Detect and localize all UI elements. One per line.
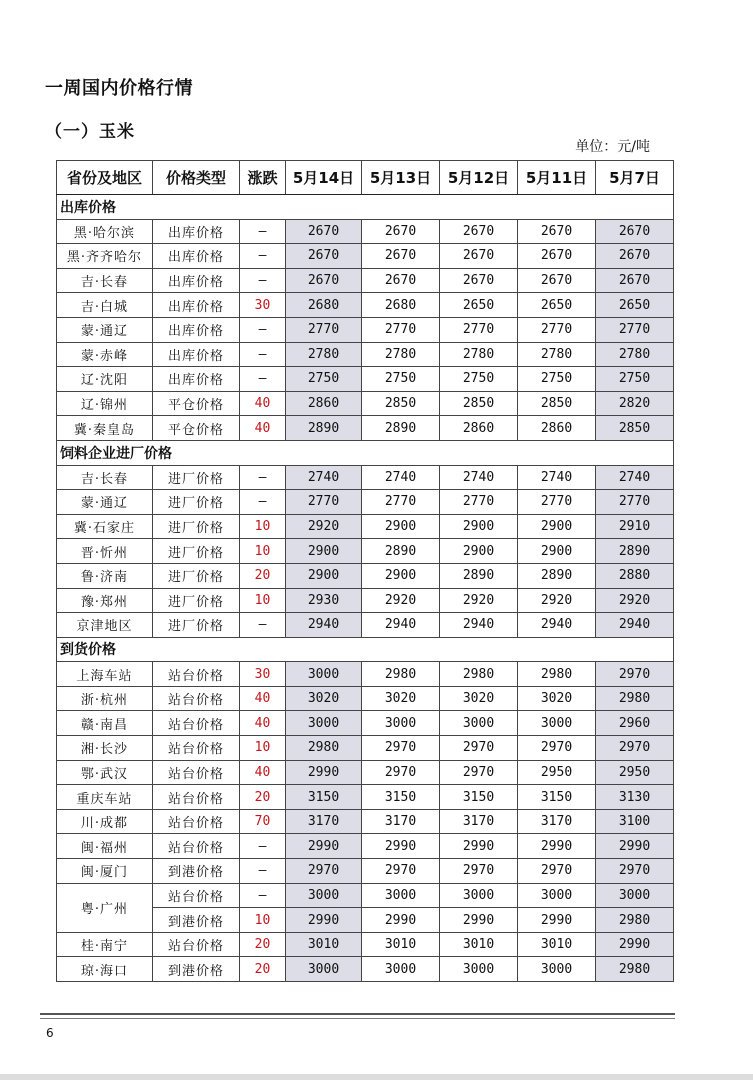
region-cell: 琼·海口 — [57, 957, 153, 982]
price-type-cell: 到港价格 — [153, 859, 240, 884]
section-title: 饲料企业进厂价格 — [57, 440, 674, 465]
change-cell: – — [240, 244, 286, 269]
region-cell: 辽·沈阳 — [57, 367, 153, 392]
change-cell: 20 — [240, 957, 286, 982]
price-cell: 2670 — [286, 268, 362, 293]
price-cell: 2680 — [286, 293, 362, 318]
price-cell: 2970 — [596, 736, 674, 761]
price-cell: 2970 — [518, 736, 596, 761]
price-cell: 2890 — [518, 563, 596, 588]
price-cell: 2670 — [518, 219, 596, 244]
price-cell: 2960 — [596, 711, 674, 736]
price-cell: 2770 — [440, 317, 518, 342]
price-cell: 2850 — [518, 391, 596, 416]
section-row — [57, 440, 674, 465]
region-cell: 桂·南宁 — [57, 932, 153, 957]
price-type-cell: 出库价格 — [153, 342, 240, 367]
price-cell: 2980 — [596, 686, 674, 711]
change-cell: 40 — [240, 760, 286, 785]
price-cell: 2940 — [286, 613, 362, 638]
price-cell: 2990 — [440, 908, 518, 933]
table-row — [57, 834, 674, 859]
bottom-edge — [0, 1074, 753, 1080]
region-cell: 重庆车站 — [57, 785, 153, 810]
table-row — [57, 514, 674, 539]
price-cell: 2920 — [286, 514, 362, 539]
table-row — [57, 416, 674, 441]
price-cell: 3000 — [362, 957, 440, 982]
change-cell: – — [240, 490, 286, 515]
region-cell: 浙·杭州 — [57, 686, 153, 711]
price-cell: 2900 — [362, 514, 440, 539]
price-cell: 2770 — [286, 317, 362, 342]
change-cell: – — [240, 367, 286, 392]
price-cell: 2670 — [362, 244, 440, 269]
price-cell: 2970 — [286, 859, 362, 884]
region-cell: 上海车站 — [57, 662, 153, 687]
change-cell: 40 — [240, 711, 286, 736]
change-cell: 20 — [240, 785, 286, 810]
region-cell: 吉·长春 — [57, 268, 153, 293]
price-type-cell: 站台价格 — [153, 834, 240, 859]
price-cell: 2990 — [440, 834, 518, 859]
price-cell: 3170 — [440, 809, 518, 834]
price-type-cell: 站台价格 — [153, 662, 240, 687]
price-cell: 2880 — [596, 563, 674, 588]
region-cell: 豫·郑州 — [57, 588, 153, 613]
price-cell: 2650 — [440, 293, 518, 318]
price-type-cell: 站台价格 — [153, 883, 240, 908]
price-cell: 2890 — [596, 539, 674, 564]
price-cell: 2670 — [440, 268, 518, 293]
price-cell: 2850 — [596, 416, 674, 441]
table-row — [57, 760, 674, 785]
change-cell: – — [240, 268, 286, 293]
change-cell: 10 — [240, 539, 286, 564]
price-type-cell: 站台价格 — [153, 932, 240, 957]
price-cell: 3170 — [286, 809, 362, 834]
page-number: 6 — [46, 1026, 54, 1040]
price-cell: 3100 — [596, 809, 674, 834]
price-type-cell: 出库价格 — [153, 293, 240, 318]
table-row — [57, 932, 674, 957]
table-row — [57, 367, 674, 392]
price-cell: 2900 — [286, 563, 362, 588]
price-cell: 2770 — [518, 317, 596, 342]
region-cell: 闽·厦门 — [57, 859, 153, 884]
price-table — [56, 160, 674, 982]
price-type-cell: 出库价格 — [153, 367, 240, 392]
price-cell: 3000 — [362, 711, 440, 736]
region-cell: 吉·白城 — [57, 293, 153, 318]
price-cell: 2860 — [440, 416, 518, 441]
change-cell: – — [240, 859, 286, 884]
price-cell: 3150 — [362, 785, 440, 810]
change-cell: – — [240, 613, 286, 638]
price-cell: 2670 — [362, 219, 440, 244]
price-type-cell: 出库价格 — [153, 244, 240, 269]
price-cell: 2670 — [518, 244, 596, 269]
price-type-cell: 进厂价格 — [153, 613, 240, 638]
price-cell: 2770 — [362, 317, 440, 342]
price-type-cell: 站台价格 — [153, 686, 240, 711]
column-header: 涨跌 — [240, 161, 286, 195]
unit-label: 单位：元/吨 — [575, 139, 650, 155]
change-cell: – — [240, 317, 286, 342]
price-cell: 2970 — [362, 736, 440, 761]
table-row — [57, 711, 674, 736]
price-cell: 2940 — [596, 613, 674, 638]
change-cell: – — [240, 465, 286, 490]
price-cell: 3000 — [286, 711, 362, 736]
change-cell: 10 — [240, 908, 286, 933]
change-cell: 10 — [240, 736, 286, 761]
column-header: 5月7日 — [596, 161, 674, 195]
table-row — [57, 317, 674, 342]
price-cell: 2980 — [286, 736, 362, 761]
column-header: 5月12日 — [440, 161, 518, 195]
region-cell: 鄂·武汉 — [57, 760, 153, 785]
change-cell: 40 — [240, 391, 286, 416]
change-cell: 70 — [240, 809, 286, 834]
section-title: 到货价格 — [57, 637, 674, 662]
column-header: 价格类型 — [153, 161, 240, 195]
price-cell: 2940 — [440, 613, 518, 638]
price-cell: 2970 — [440, 859, 518, 884]
price-cell: 3130 — [596, 785, 674, 810]
price-cell: 2980 — [518, 662, 596, 687]
price-cell: 2770 — [596, 317, 674, 342]
price-cell: 3000 — [362, 883, 440, 908]
price-cell: 2990 — [518, 908, 596, 933]
price-cell: 2990 — [286, 908, 362, 933]
price-cell: 2900 — [518, 514, 596, 539]
price-cell: 2890 — [362, 539, 440, 564]
table-row — [57, 219, 674, 244]
price-cell: 2940 — [518, 613, 596, 638]
change-cell: 40 — [240, 686, 286, 711]
price-cell: 2980 — [362, 662, 440, 687]
price-cell: 2740 — [596, 465, 674, 490]
price-cell: 2900 — [362, 563, 440, 588]
price-cell: 3000 — [440, 711, 518, 736]
change-cell: – — [240, 883, 286, 908]
table-row — [57, 293, 674, 318]
column-header: 5月14日 — [286, 161, 362, 195]
region-cell: 鲁·济南 — [57, 563, 153, 588]
region-cell: 闽·福州 — [57, 834, 153, 859]
price-cell: 2910 — [596, 514, 674, 539]
price-cell: 2740 — [286, 465, 362, 490]
price-cell: 2780 — [440, 342, 518, 367]
region-cell: 冀·秦皇岛 — [57, 416, 153, 441]
price-cell: 2670 — [596, 268, 674, 293]
price-type-cell: 到港价格 — [153, 908, 240, 933]
price-cell: 3000 — [286, 662, 362, 687]
price-cell: 3000 — [440, 883, 518, 908]
page-heading: 一周国内价格行情 — [45, 78, 193, 99]
table-row — [57, 588, 674, 613]
price-type-cell: 站台价格 — [153, 711, 240, 736]
price-cell: 2940 — [362, 613, 440, 638]
price-cell: 2900 — [286, 539, 362, 564]
price-type-cell: 出库价格 — [153, 268, 240, 293]
region-cell: 蒙·赤峰 — [57, 342, 153, 367]
price-cell: 2780 — [286, 342, 362, 367]
price-type-cell: 站台价格 — [153, 785, 240, 810]
table-body — [57, 195, 674, 982]
price-cell: 2980 — [596, 957, 674, 982]
price-type-cell: 站台价格 — [153, 809, 240, 834]
price-cell: 2950 — [596, 760, 674, 785]
price-cell: 2990 — [362, 908, 440, 933]
price-cell: 3010 — [286, 932, 362, 957]
price-type-cell: 进厂价格 — [153, 490, 240, 515]
price-cell: 3010 — [440, 932, 518, 957]
price-cell: 2970 — [440, 760, 518, 785]
price-cell: 3000 — [286, 957, 362, 982]
region-cell: 粤·广州 — [57, 883, 153, 932]
price-cell: 2770 — [440, 490, 518, 515]
price-cell: 2860 — [286, 391, 362, 416]
section-row — [57, 195, 674, 220]
price-type-cell: 进厂价格 — [153, 539, 240, 564]
price-cell: 3000 — [286, 883, 362, 908]
price-cell: 2990 — [518, 834, 596, 859]
price-type-cell: 出库价格 — [153, 317, 240, 342]
table-row — [57, 465, 674, 490]
price-type-cell: 出库价格 — [153, 219, 240, 244]
column-header: 5月13日 — [362, 161, 440, 195]
price-cell: 3020 — [286, 686, 362, 711]
price-type-cell: 进厂价格 — [153, 563, 240, 588]
price-type-cell: 进厂价格 — [153, 514, 240, 539]
region-cell: 蒙·通辽 — [57, 317, 153, 342]
price-cell: 2650 — [596, 293, 674, 318]
price-cell: 2750 — [362, 367, 440, 392]
price-cell: 2650 — [518, 293, 596, 318]
price-cell: 2980 — [596, 908, 674, 933]
price-cell: 2820 — [596, 391, 674, 416]
price-cell: 2920 — [440, 588, 518, 613]
price-cell: 2890 — [286, 416, 362, 441]
price-type-cell: 进厂价格 — [153, 588, 240, 613]
price-type-cell: 进厂价格 — [153, 465, 240, 490]
price-cell: 2780 — [596, 342, 674, 367]
section-title: 出库价格 — [57, 195, 674, 220]
table-row — [57, 613, 674, 638]
price-cell: 3020 — [518, 686, 596, 711]
price-cell: 2990 — [596, 834, 674, 859]
price-cell: 3150 — [518, 785, 596, 810]
change-cell: 10 — [240, 514, 286, 539]
table-row — [57, 539, 674, 564]
table-row — [57, 883, 674, 908]
price-cell: 2740 — [440, 465, 518, 490]
table-row — [57, 662, 674, 687]
price-cell: 2770 — [596, 490, 674, 515]
price-cell: 2970 — [518, 859, 596, 884]
price-cell: 3150 — [440, 785, 518, 810]
change-cell: – — [240, 834, 286, 859]
price-cell: 2860 — [518, 416, 596, 441]
price-cell: 2970 — [596, 859, 674, 884]
price-type-cell: 平仓价格 — [153, 416, 240, 441]
price-cell: 2670 — [440, 244, 518, 269]
column-header: 省份及地区 — [57, 161, 153, 195]
price-cell: 2670 — [518, 268, 596, 293]
price-cell: 2970 — [440, 736, 518, 761]
price-type-cell: 站台价格 — [153, 736, 240, 761]
price-cell: 3150 — [286, 785, 362, 810]
change-cell: – — [240, 219, 286, 244]
price-cell: 2850 — [440, 391, 518, 416]
price-cell: 2920 — [362, 588, 440, 613]
table-row — [57, 686, 674, 711]
footer-divider — [40, 1018, 675, 1019]
table-row — [57, 859, 674, 884]
price-cell: 3170 — [362, 809, 440, 834]
region-cell: 川·成都 — [57, 809, 153, 834]
price-cell: 3020 — [362, 686, 440, 711]
price-cell: 2680 — [362, 293, 440, 318]
table-row — [57, 342, 674, 367]
price-cell: 2670 — [286, 244, 362, 269]
price-cell: 3000 — [518, 711, 596, 736]
price-cell: 2990 — [362, 834, 440, 859]
table-row — [57, 785, 674, 810]
section-subheading: （一）玉米 — [45, 122, 135, 142]
region-cell: 冀·石家庄 — [57, 514, 153, 539]
price-cell: 2900 — [440, 514, 518, 539]
region-cell: 吉·长春 — [57, 465, 153, 490]
price-cell: 2970 — [362, 760, 440, 785]
price-cell: 2970 — [596, 662, 674, 687]
table-row — [57, 563, 674, 588]
price-cell: 2770 — [362, 490, 440, 515]
price-cell: 2780 — [362, 342, 440, 367]
region-cell: 黑·哈尔滨 — [57, 219, 153, 244]
region-cell: 蒙·通辽 — [57, 490, 153, 515]
price-cell: 2890 — [440, 563, 518, 588]
change-cell: 30 — [240, 293, 286, 318]
region-cell: 湘·长沙 — [57, 736, 153, 761]
price-type-cell: 平仓价格 — [153, 391, 240, 416]
price-cell: 3000 — [440, 957, 518, 982]
table-row — [57, 809, 674, 834]
price-cell: 3010 — [362, 932, 440, 957]
price-cell: 2900 — [440, 539, 518, 564]
price-cell: 2750 — [440, 367, 518, 392]
price-cell: 3020 — [440, 686, 518, 711]
region-cell: 辽·锦州 — [57, 391, 153, 416]
price-type-cell: 站台价格 — [153, 760, 240, 785]
price-cell: 2900 — [518, 539, 596, 564]
price-cell: 3000 — [518, 883, 596, 908]
price-cell: 2670 — [286, 219, 362, 244]
price-cell: 2740 — [518, 465, 596, 490]
table-row — [57, 957, 674, 982]
price-cell: 2740 — [362, 465, 440, 490]
price-cell: 3170 — [518, 809, 596, 834]
table-row — [57, 244, 674, 269]
change-cell: 10 — [240, 588, 286, 613]
price-cell: 2750 — [518, 367, 596, 392]
price-cell: 2670 — [596, 219, 674, 244]
change-cell: – — [240, 342, 286, 367]
price-cell: 2890 — [362, 416, 440, 441]
table-row — [57, 391, 674, 416]
column-header: 5月11日 — [518, 161, 596, 195]
price-cell: 3010 — [518, 932, 596, 957]
region-cell: 晋·忻州 — [57, 539, 153, 564]
region-cell: 赣·南昌 — [57, 711, 153, 736]
price-cell: 2990 — [596, 932, 674, 957]
section-row — [57, 637, 674, 662]
price-cell: 2850 — [362, 391, 440, 416]
price-cell: 2920 — [518, 588, 596, 613]
price-cell: 3000 — [596, 883, 674, 908]
price-cell: 3000 — [518, 957, 596, 982]
price-cell: 2990 — [286, 760, 362, 785]
price-cell: 2750 — [286, 367, 362, 392]
price-cell: 2970 — [362, 859, 440, 884]
price-cell: 2990 — [286, 834, 362, 859]
table-header-row — [57, 161, 674, 195]
price-cell: 2750 — [596, 367, 674, 392]
table-row — [57, 490, 674, 515]
price-cell: 2930 — [286, 588, 362, 613]
change-cell: 20 — [240, 563, 286, 588]
change-cell: 30 — [240, 662, 286, 687]
price-cell: 2770 — [518, 490, 596, 515]
price-cell: 2670 — [596, 244, 674, 269]
price-cell: 2980 — [440, 662, 518, 687]
price-cell: 2920 — [596, 588, 674, 613]
region-cell: 黑·齐齐哈尔 — [57, 244, 153, 269]
price-type-cell: 到港价格 — [153, 957, 240, 982]
change-cell: 20 — [240, 932, 286, 957]
price-cell: 2780 — [518, 342, 596, 367]
price-cell: 2670 — [362, 268, 440, 293]
table-row — [57, 736, 674, 761]
price-cell: 2670 — [440, 219, 518, 244]
change-cell: 40 — [240, 416, 286, 441]
price-cell: 2950 — [518, 760, 596, 785]
price-cell: 2770 — [286, 490, 362, 515]
table-row — [57, 268, 674, 293]
region-cell: 京津地区 — [57, 613, 153, 638]
footer-divider — [40, 1013, 675, 1015]
